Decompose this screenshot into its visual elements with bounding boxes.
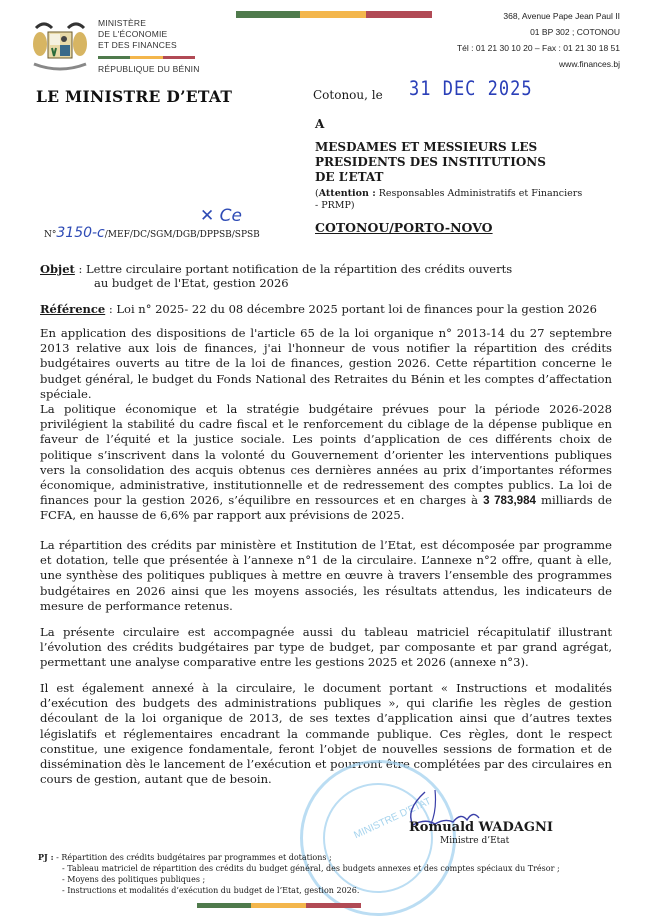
recipient-prefix: A <box>315 117 325 131</box>
handwritten-mark: ✕ Ce <box>200 206 242 226</box>
stamp-text: MINISTRE D'ETAT <box>352 795 433 842</box>
ministry-header <box>98 18 200 75</box>
recipient-city: COTONOU/PORTO-NOVO <box>315 220 493 235</box>
attachment-item: - Répartition des crédits budgétaires par programmes et dotations ; <box>56 853 332 862</box>
body-paragraph-2 <box>40 402 612 524</box>
ref-handwritten: 3150-c <box>56 225 105 241</box>
attention-note: (Attention : Responsables Administratifs et Financiers - PRMP) <box>315 188 583 211</box>
body-paragraph-1: En application des dispositions de l'article 65 de la loi organique n° 2013-14 du 27 septembre 2013 relative aux lois de finances, j'ai l'honneur de vous notifier la répartition des crédits budgétaires ouverts au titre de la loi de finances, gestion 2026. Cette répartition concerne le budget général, le budget du Fonds National des Retraites du Bénin et les comptes d’affectation spéciale. <box>40 326 612 401</box>
attachment-item: - Moyens des politiques publiques ; <box>62 875 206 884</box>
reference-text: : Loi n° 2025- 22 du 08 décembre 2025 portant loi de finances pour la gestion 2026 <box>105 302 597 316</box>
place-label: Cotonou, le <box>313 88 383 102</box>
attachment-item: - Instructions et modalités d’exécution du budget de l’Etat, gestion 2026. <box>62 886 360 895</box>
body-paragraph-5: Il est également annexé à la circulaire, le document portant « Instructions et modalités d’exécution des budgets des administrations publiques », qui clarifie les règles de gestion découlant de la loi organique de 2013, de ses textes d’application ainsi que d’autres textes législatifs et réglementaires encadrant la commande publique. Ces règles, dont le respect constitue, une exigence fondamentale, feront l’objet de nouvelles sessions de formation et de dissémination dès le lancement de l’exécution et pourront être complétées par des circulaires en cours de gestion, autant que de besoin. <box>40 681 612 787</box>
address-phone: Tél : 01 21 30 10 20 – Fax : 01 21 30 18 51 <box>456 43 620 53</box>
body-paragraph-3: La répartition des crédits par ministère et Institution de l’Etat, est décomposée par programme et dotation, telle que présentée à l’annexe n°1 de la circulaire. L’annexe n°2 offre, quant à elle, une synthèse des politiques publiques à mettre en œuvre à travers l’ensemble des programmes budgétaires en 2026 ainsi que les moyens associés, les résultats attendus, les indicateurs de mesure de performance retenus. <box>40 538 612 613</box>
ministry-line: MINISTÈRE <box>98 18 147 28</box>
ref-suffix: /MEF/DC/SGM/DGB/DPPSB/SPSB <box>104 230 260 240</box>
flag-line-small <box>98 56 195 59</box>
flag-green <box>236 11 300 18</box>
recipient-block <box>315 140 595 185</box>
recipient-line: PRESIDENTS DES INSTITUTIONS <box>315 155 546 169</box>
subject-label: Objet <box>40 262 75 276</box>
attention-label: Attention : <box>318 188 376 199</box>
recipient-line: DE L’ETAT <box>315 170 384 184</box>
attention-text: Responsables Administratifs et Financiers - PRMP) <box>315 188 583 211</box>
ministry-address <box>457 8 620 72</box>
reference-number <box>44 225 260 241</box>
coat-of-arms-icon <box>30 18 90 78</box>
attachments-label: PJ : <box>38 852 54 862</box>
ref-prefix: N° <box>44 230 57 240</box>
subject <box>40 262 600 290</box>
sender-title: LE MINISTRE D’ETAT <box>36 87 233 106</box>
recipient-line: MESDAMES ET MESSIEURS LES <box>315 140 538 154</box>
subject-line2: au budget de l'Etat, gestion 2026 <box>94 276 289 290</box>
p2-text-end: milliards de FCFA, en hausse de 6,6% par rapport aux prévisions de 2025. <box>40 493 612 523</box>
ministry-line: DE L'ÉCONOMIE <box>98 29 168 39</box>
address-website: www.finances.bj <box>559 59 620 69</box>
flag-bar-bottom <box>197 903 361 908</box>
flag-yellow <box>300 11 366 18</box>
p2-text: La politique économique et la stratégie budgétaire prévues pour la période 2026-2028 privilégient la stabilité du cadre fiscal et le renforcement du ciblage de la dépense publique en faveur de l’équité et la justice sociale. Les points d’application de ces différents choix de politique s’inscrivent dans la volonté du Gouvernement d’orienter les interventions publiques vers la consolidation des acquis obtenus ces dernières années au prix d’importantes réformes économique, administrative, institutionnelle et de redressement des comptes publics. La loi de finances pour la gestion 2026, s’équilibre en ressources et en charges à <box>40 402 612 508</box>
reference-label: Référence <box>40 302 106 316</box>
flag-red <box>366 11 432 18</box>
address-bp: 01 BP 302 ; COTONOU <box>530 27 620 37</box>
subject-line1: : Lettre circulaire portant notification de la répartition des crédits ouverts <box>74 262 513 276</box>
flag-bar-top <box>236 11 432 18</box>
attachments <box>38 852 638 896</box>
country-name: RÉPUBLIQUE DU BÉNIN <box>98 64 200 74</box>
signer-title: Ministre d’Etat <box>440 836 510 846</box>
attachment-item: - Tableau matriciel de répartition des crédits du budget général, des budgets annexes et des comptes spéciaux du Trésor ; <box>62 864 560 873</box>
address-street: 368, Avenue Pape Jean Paul II <box>503 11 620 21</box>
reference <box>40 302 597 316</box>
ministry-line: ET DES FINANCES <box>98 40 177 50</box>
budget-amount: 3 783,984 <box>483 494 537 508</box>
date-stamp: 31 DEC 2025 <box>409 77 533 101</box>
body-paragraph-4: La présente circulaire est accompagnée aussi du tableau matriciel récapitulatif illustrant l’évolution des crédits budgétaires par type de budget, par composante et par grand agrégat, permettant une analyse comparative entre les gestions 2025 et 2026 (annexe n°3). <box>40 625 612 670</box>
signer-name: Romuald WADAGNI <box>409 820 553 835</box>
